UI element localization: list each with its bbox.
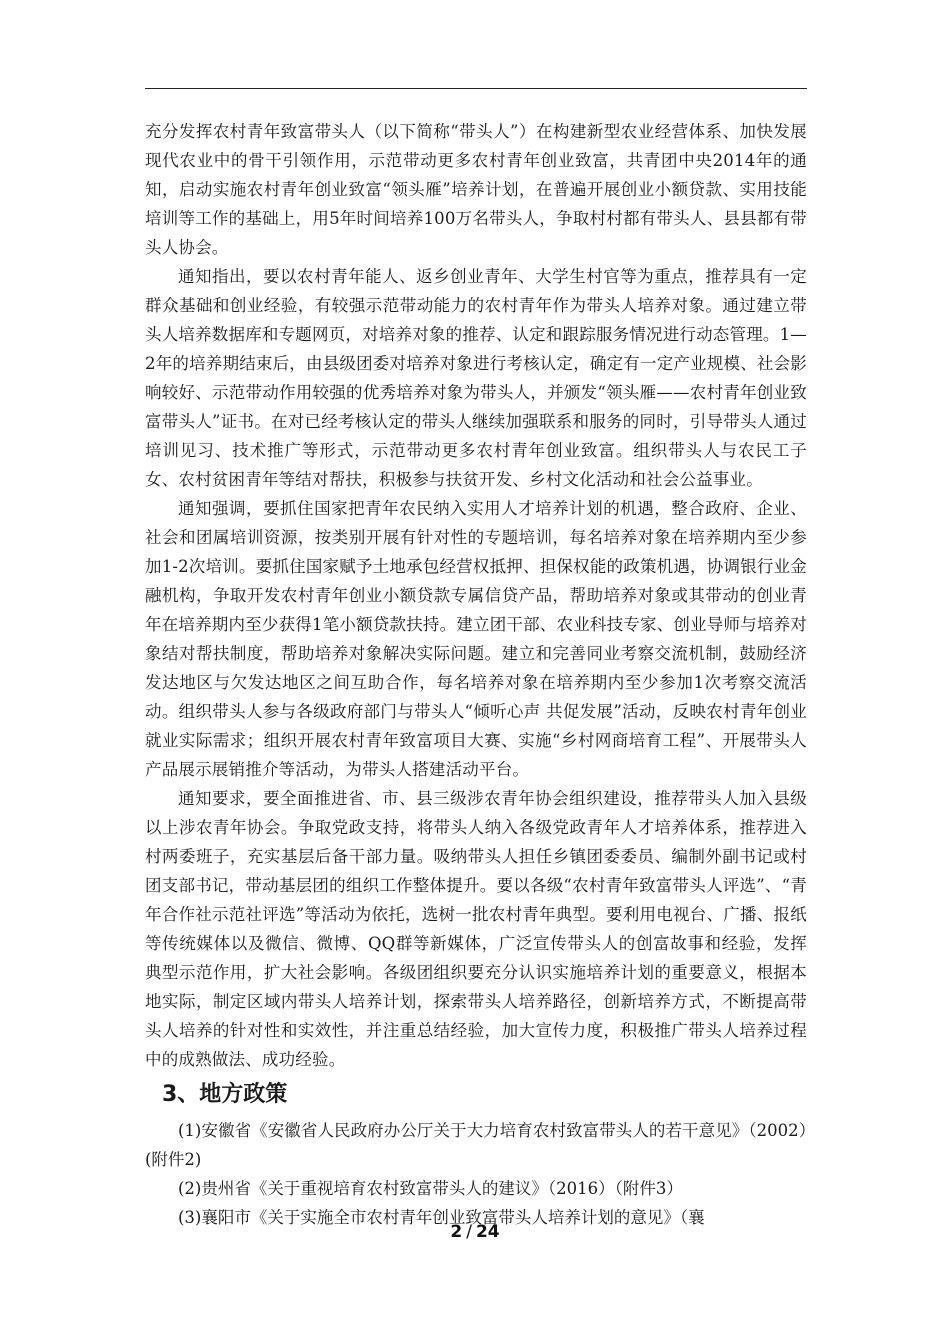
page-total: 24	[475, 1222, 500, 1242]
document-body	[145, 117, 807, 1232]
policy-item-anhui: (1)安徽省《安徽省人民政府办公厅关于大力培育农村致富带头人的若干意见》（2002）(附件2)	[145, 1121, 807, 1169]
paragraph-notice-points: 通知指出，要以农村青年能人、返乡创业青年、大学生村官等为重点，推荐具有一定群众基础和创业经验，有较强示范带动能力的农村青年作为带头人培养对象。通过建立带头人培养数据库和专题网页，对培养对象的推荐、认定和跟踪服务情况进行动态管理。1—2年的培养期结束后，由县级团委对培养对象进行考核认定，确定有一定产业规模、社会影响较好、示范带动作用较强的优秀培养对象为带头人，并颁发“领头雁——农村青年创业致富带头人”证书。在对已经考核认定的带头人继续加强联系和服务的同时，引导带头人通过培训见习、技术推广等形式，示范带动更多农村青年创业致富。组织带头人与农民工子女、农村贫困青年等结对帮扶，积极参与扶贫开发、乡村文化活动和社会公益事业。	[145, 267, 807, 489]
page-separator: /	[466, 1222, 472, 1242]
paragraph-intro: 充分发挥农村青年致富带头人（以下简称“带头人”）在构建新型农业经营体系、加快发展现代农业中的骨干引领作用，示范带动更多农村青年创业致富，共青团中央2014年的通知，启动实施农村青年创业致富“领头雁”培养计划，在普遍开展创业小额贷款、实用技能培训等工作的基础上，用5年时间培养100万名带头人，争取村村都有带头人、县县都有带头人协会。	[145, 122, 807, 257]
policy-item-xiangyang: (3)襄阳市《关于实施全市农村青年创业致富带头人培养计划的意见》（襄	[178, 1208, 705, 1227]
policy-item-guizhou: (2)贵州省《关于重视培育农村致富带头人的建议》（2016）（附件3）	[178, 1179, 683, 1198]
header-rule	[145, 88, 807, 89]
paragraph-notice-emphasis: 通知强调，要抓住国家把青年农民纳入实用人才培养计划的机遇，整合政府、企业、社会和团属培训资源，按类别开展有针对性的专题培训，每名培养对象在培养期内至少参加1-2次培训。要抓住国家赋予土地承包经营权抵押、担保权能的政策机遇，协调银行业金融机构，争取开发农村青年创业小额贷款专属信贷产品，帮助培养对象或其带动的创业青年在培养期内至少获得1笔小额贷款扶持。建立团干部、农业科技专家、创业导师与培养对象结对帮扶制度，帮助培养对象解决实际问题。建立和完善同业考察交流机制，鼓励经济发达地区与欠发达地区之间互助合作，每名培养对象在培养期内至少参加1次考察交流活动。组织带头人参与各级政府部门与带头人“倾听心声 共促发展”活动，反映农村青年创业就业实际需求；组织开展农村青年致富项目大赛、实施“乡村网商培育工程”、开展带头人产品展示展销推介等活动，为带头人搭建活动平台。	[145, 499, 807, 779]
page-number	[0, 1222, 950, 1242]
page-current: 2	[450, 1222, 463, 1242]
paragraph-notice-requirements: 通知要求，要全面推进省、市、县三级涉农青年协会组织建设，推荐带头人加入县级以上涉农青年协会。争取党政支持，将带头人纳入各级党政青年人才培养体系，推荐进入村两委班子，充实基层后备干部力量。吸纳带头人担任乡镇团委委员、编制外副书记或村团支部书记，带动基层团的组织工作整体提升。要以各级“农村青年致富带头人评选”、“青年合作社示范社评选”等活动为依托，选树一批农村青年典型。要利用电视台、广播、报纸等传统媒体以及微信、微博、QQ群等新媒体，广泛宣传带头人的创富故事和经验，发挥典型示范作用，扩大社会影响。各级团组织要充分认识实施培养计划的重要意义，根据本地实际，制定区域内带头人培养计划，探索带头人培养路径，创新培养方式，不断提高带头人培养的针对性和实效性，并注重总结经验，加大宣传力度，积极推广带头人培养过程中的成熟做法、成功经验。	[145, 789, 807, 1069]
policy-list	[145, 1116, 807, 1232]
section-heading: 3、地方政策	[162, 1082, 288, 1107]
